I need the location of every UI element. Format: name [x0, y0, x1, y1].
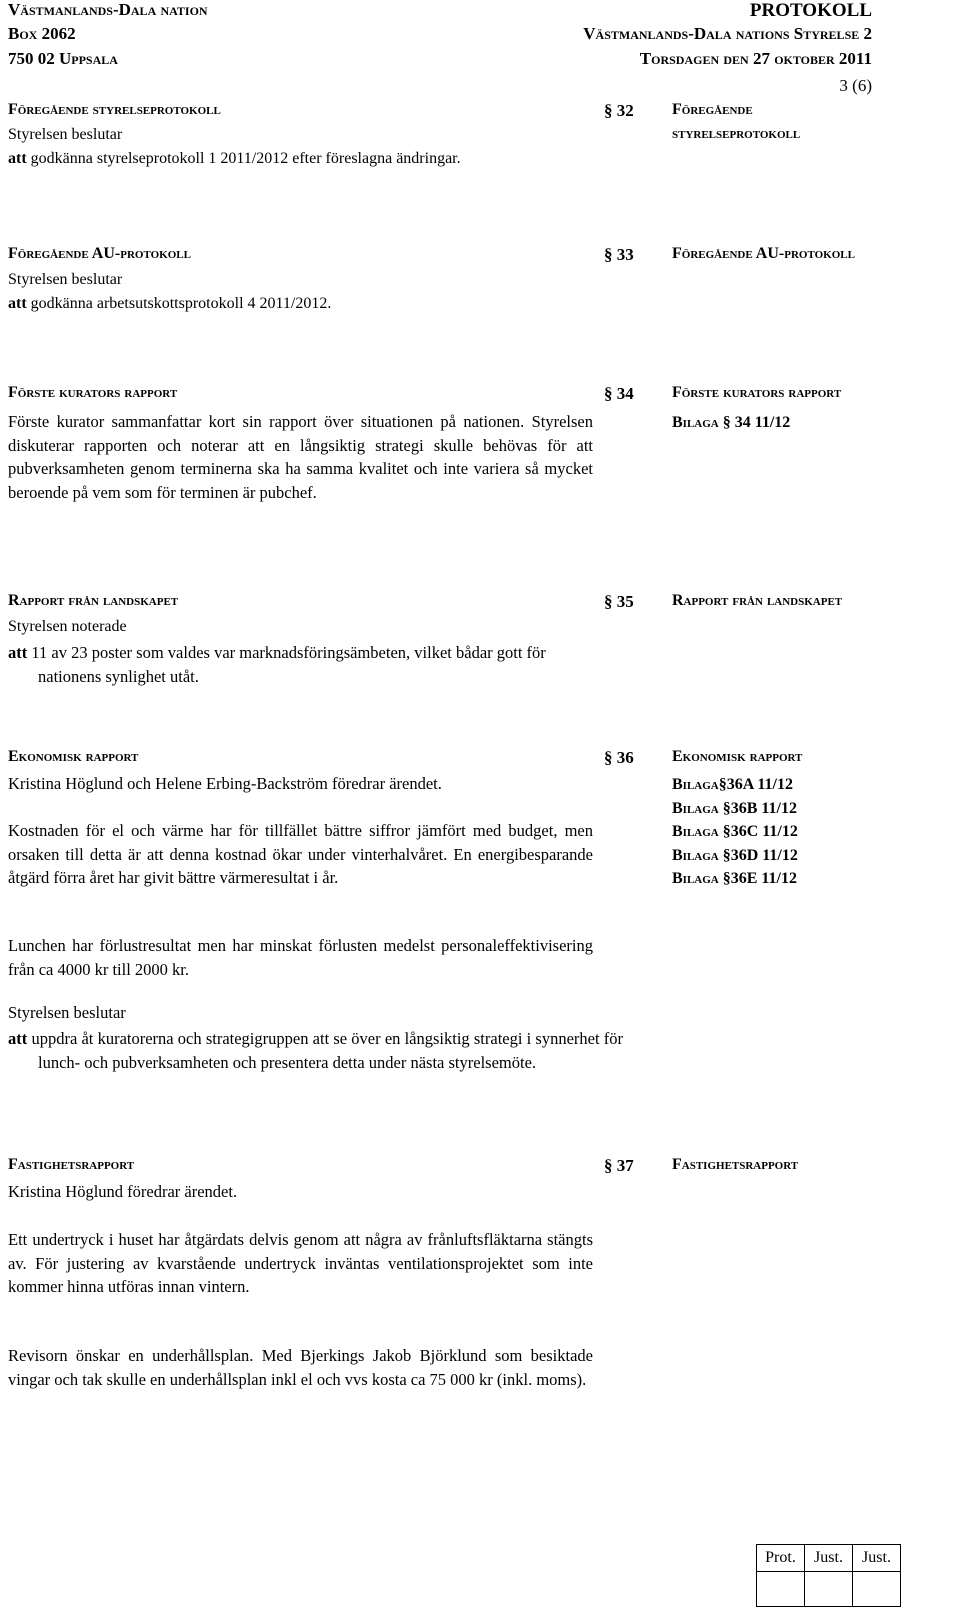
- address-city: 750 02 Uppsala: [8, 49, 118, 68]
- doc-type: PROTOKOLL: [749, 0, 872, 21]
- margin-heading: Rapport från landskapet: [672, 592, 843, 609]
- section-intro: Kristina Höglund och Helene Erbing-Backström föredrar ärendet.: [8, 774, 442, 793]
- prot-header: Prot.: [757, 1545, 805, 1572]
- section-body: Förste kurator sammanfattar kort sin rapport över situationen på nationen. Styrelsen diskuterar rapporten och noterar att en långsiktig strategi skulle behövas för att pubverksamheten genom terminerna ska ha samma kvalitet och inte variera så mycket beroende på vem som för terminen är pubchef.: [8, 412, 593, 502]
- section-number: § 32: [604, 101, 634, 120]
- section-paragraph: Kostnaden för el och värme har för tillfället bättre siffror jämfört med budget, men orsaken till detta är att denna kostnad ökar under vinterhalvåret. En energibesparande åtgärd förra året har givit bättre värmeresultat i år.: [8, 821, 593, 887]
- section-heading: Förste kurators rapport: [8, 384, 178, 401]
- just-header: Just.: [805, 1545, 853, 1572]
- section-number: § 33: [604, 245, 634, 264]
- just-signature-cell: [805, 1572, 853, 1607]
- section-heading: Föregående styrelseprotokoll: [8, 101, 221, 118]
- section-number: § 34: [604, 384, 634, 403]
- board-line: Styrelsen beslutar: [8, 1003, 126, 1022]
- section-number: § 37: [604, 1156, 634, 1175]
- attachment-ref: Bilaga §36C 11/12: [672, 823, 798, 840]
- board-line: Styrelsen beslutar: [8, 271, 123, 288]
- prot-signature-cell: [757, 1572, 805, 1607]
- doc-date: Torsdagen den 27 oktober 2011: [639, 49, 872, 68]
- board-line: Styrelsen noterade: [8, 618, 127, 635]
- section-heading: Rapport från landskapet: [8, 592, 179, 609]
- margin-heading: Fastighetsrapport: [672, 1156, 799, 1173]
- decision: att uppdra åt kuratorerna och strategigruppen att se över en långsiktig strategi i synnerhet för lunch- och pubverksamheten och presentera detta under nästa styrelsemöte.: [8, 1029, 623, 1072]
- section-number: § 36: [604, 748, 634, 767]
- margin-heading: styrelseprotokoll: [672, 125, 801, 142]
- decision: att godkänna styrelseprotokoll 1 2011/2012 efter föreslagna ändringar.: [8, 150, 461, 167]
- section-heading: Ekonomisk rapport: [8, 748, 139, 765]
- board-line: Styrelsen beslutar: [8, 126, 123, 143]
- section-intro: Kristina Höglund föredrar ärendet.: [8, 1182, 238, 1201]
- signature-box: [756, 1544, 901, 1607]
- decision: att 11 av 23 poster som valdes var marknadsföringsämbeten, vilket bådar gott för nationens synlighet utåt.: [8, 643, 546, 686]
- section-number: § 35: [604, 592, 634, 611]
- section-paragraph: Lunchen har förlustresultat men har minskat förlusten medelst personaleffektivisering från ca 4000 kr till 2000 kr.: [8, 936, 593, 979]
- section-paragraph: Ett undertryck i huset har åtgärdats delvis genom att några av frånluftsfläktarna stängts av. För justering av kvarstående undertryck inväntas ventilationsprojektet som inte kommer hinna utföras innan vintern.: [8, 1230, 593, 1296]
- just-signature-cell: [853, 1572, 901, 1607]
- attachment-ref: Bilaga§36A 11/12: [672, 776, 793, 793]
- page-number: 3 (6): [839, 76, 872, 95]
- section-heading: Fastighetsrapport: [8, 1156, 135, 1173]
- section-paragraph: Revisorn önskar en underhållsplan. Med Bjerkings Jakob Björklund som besiktade vingar och tak skulle en underhållsplan inkl el och vvs kosta ca 75 000 kr (inkl. moms).: [8, 1346, 593, 1389]
- decision: att godkänna arbetsutskottsprotokoll 4 2011/2012.: [8, 295, 332, 312]
- address-box: Box 2062: [8, 24, 76, 43]
- attachment-ref: Bilaga § 34 11/12: [672, 414, 791, 431]
- margin-heading: Föregående AU-protokoll: [672, 245, 855, 262]
- section-heading: Föregående AU-protokoll: [8, 245, 191, 262]
- margin-heading: Föregående: [672, 101, 753, 118]
- just-header: Just.: [853, 1545, 901, 1572]
- org-name: Västmanlands-Dala nation: [8, 0, 208, 19]
- attachment-ref: Bilaga §36D 11/12: [672, 847, 798, 864]
- doc-board: Västmanlands-Dala nations Styrelse 2: [583, 24, 872, 43]
- attachment-ref: Bilaga §36E 11/12: [672, 870, 797, 887]
- attachment-ref: Bilaga §36B 11/12: [672, 800, 797, 817]
- margin-heading: Ekonomisk rapport: [672, 748, 803, 765]
- margin-heading: Förste kurators rapport: [672, 384, 842, 401]
